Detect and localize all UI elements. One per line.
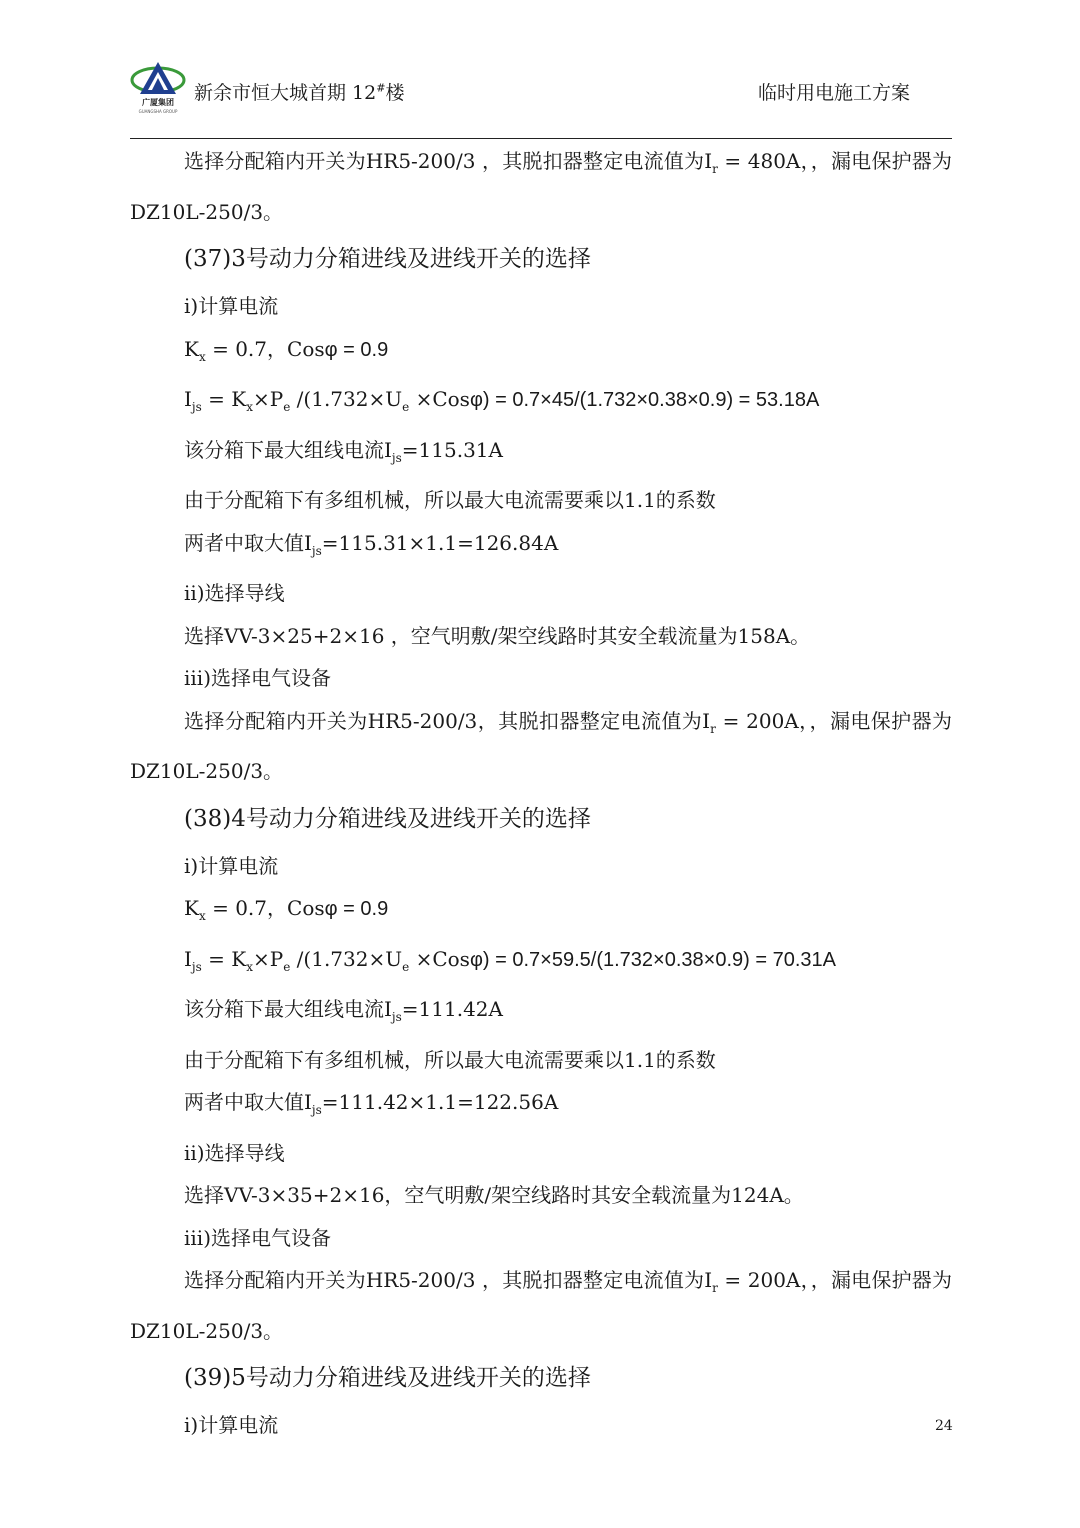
header-doc-title: 临时用电施工方案: [757, 82, 910, 104]
document-body: [130, 140, 952, 1447]
step-select-wire: ii)选择导线: [184, 1140, 285, 1165]
switch-selection: 选择分配箱内开关为HR5-200/3 ，其脱扣器整定电流值为$I_r = 200A$，，漏电保护器为 DZ10L-250/3。: [130, 1268, 952, 1343]
max-group-current: 该分箱下最大组线电流$I_{js}=115.31A$: [184, 437, 503, 465]
step-select-equipment: iii)选择电气设备: [184, 666, 331, 690]
header-rule: [130, 138, 952, 139]
step-select-equipment: iii)选择电气设备: [184, 1225, 331, 1250]
coefficient-note: 由于分配箱下有多组机械，所以最大电流需要乘以1.1的系数: [184, 488, 716, 512]
step-select-wire: ii)选择导线: [184, 581, 285, 605]
page-number: 24: [935, 1418, 953, 1434]
step-calc-current: i)计算电流: [184, 294, 279, 318]
formula-kx: $K_x = 0.7$，Cosφ = 0.9: [184, 336, 389, 364]
larger-value: 两者中取大值$I_{js}=115.31\times 1.1=126.84A$: [184, 530, 559, 558]
svg-text:广厦集团: 广厦集团: [142, 98, 174, 107]
page-header: [130, 58, 952, 138]
step-calc-current: i)计算电流: [184, 853, 279, 878]
formula-kx: $K_x = 0.7$，Cosφ = 0.9: [184, 896, 389, 923]
wire-selection: 选择VV-3×35+2×16，空气明敷/架空线路时其安全载流量为124A。: [184, 1183, 804, 1207]
section-title-37: (37)3号动力分箱进线及进线开关的选择: [184, 246, 591, 272]
section-title-39: (39)5号动力分箱进线及进线开关的选择: [184, 1365, 591, 1391]
wire-selection: 选择VV-3×25+2×16 ，空气明敷/架空线路时其安全载流量为158A。: [184, 623, 811, 648]
larger-value: 两者中取大值$I_{js}=111.42\times 1.1=122.56A$: [184, 1090, 559, 1117]
coefficient-note: 由于分配箱下有多组机械，所以最大电流需要乘以1.1的系数: [184, 1047, 716, 1072]
step-calc-current: i)计算电流: [184, 1413, 279, 1437]
paragraph-switch-36: 选择分配箱内开关为HR5-200/3 ，其脱扣器整定电流值为$I_r = 480A$，，漏电保护器为 DZ10L-250/3。: [130, 149, 952, 224]
formula-ijs: $I_{js} = K_x\times P_e$ $/(1.732\times U_e \times Cos\varphi) = 0.7\times 59.5/(1.732\times 0.38\times 0.9) = 70.31A$: [184, 946, 836, 974]
formula-ijs: $I_{js} = K_x\times P_e$ $/(1.732\times U_e \times Cos\varphi) = 0.7\times 45/(1.732\times 0.38\times 0.9) = 53.18A$: [184, 387, 820, 414]
switch-selection: 选择分配箱内开关为HR5-200/3，其脱扣器整定电流值为$I_r = 200A$，，漏电保护器为 DZ10L-250/3。: [130, 708, 952, 783]
company-logo: [130, 58, 186, 116]
svg-text:GUANGSHA GROUP: GUANGSHA GROUP: [138, 109, 178, 114]
max-group-current: 该分箱下最大组线电流$I_{js}=111.42A$: [184, 997, 503, 1024]
section-title-38: (38)4号动力分箱进线及进线开关的选择: [184, 805, 591, 832]
header-project-name: 新余市恒大城首期 12#楼: [194, 81, 405, 104]
